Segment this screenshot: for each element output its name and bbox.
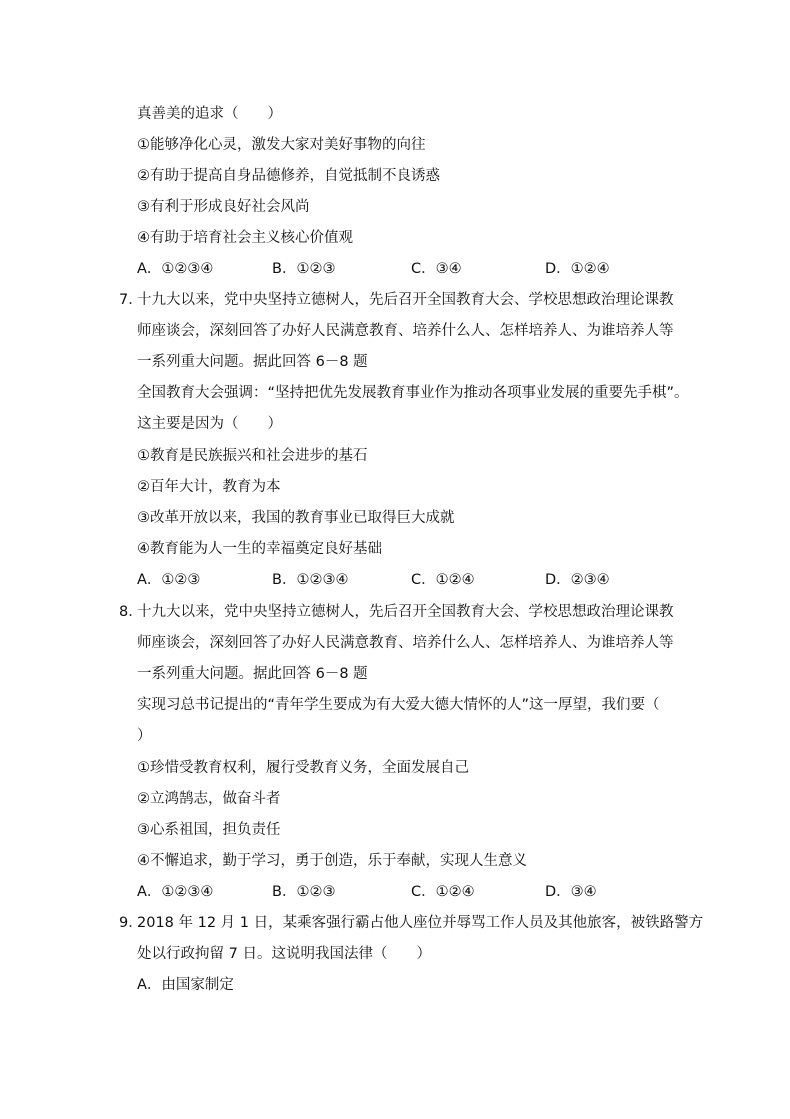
option-d: D．①②④ <box>545 261 610 277</box>
question-stem-line: 实现习总书记提出的“青年学生要成为有大爱大德大情怀的人”这一厚望，我们要（ <box>137 697 660 713</box>
question-stem-line: 处以行政拘留 7 日。这说明我国法律（ ） <box>137 946 431 962</box>
statement-4: ④不懈追求，勤于学习，勇于创造，乐于奉献，实现人生意义 <box>137 853 527 869</box>
statement-1: ①珍惜受教育权利，履行受教育义务，全面发展自己 <box>137 760 469 776</box>
option-d: D．③④ <box>545 884 597 900</box>
option-d: D．②③④ <box>545 572 610 588</box>
option-a: A．①②③④ <box>137 261 214 277</box>
statement-2: ②有助于提高自身品德修养，自觉抵制不良诱惑 <box>137 168 440 184</box>
question-stem-line: ） <box>137 728 152 744</box>
statement-3: ③改革开放以来，我国的教育事业已取得巨大成就 <box>137 510 455 526</box>
option-a: A．①②③ <box>137 572 201 588</box>
question-context-line: 十九大以来，党中央坚持立德树人，先后召开全国教育大会、学校思想政治理论课教 <box>137 292 674 308</box>
option-b: B．①②③ <box>272 261 336 277</box>
question-stem-line: 全国教育大会强调：“坚持把优先发展教育事业作为推动各项事业发展的重要先手棋”。 <box>137 385 689 401</box>
statement-1: ①能够净化心灵，激发大家对美好事物的向往 <box>137 137 426 153</box>
statement-1: ①教育是民族振兴和社会进步的基石 <box>137 448 368 464</box>
question-context-line: 十九大以来，党中央坚持立德树人，先后召开全国教育大会、学校思想政治理论课教 <box>137 604 674 620</box>
question-number: 7． <box>119 292 143 308</box>
option-b: B．①②③ <box>272 884 336 900</box>
option-c: C．①②④ <box>411 572 475 588</box>
statement-3: ③心系祖国，担负责任 <box>137 822 281 838</box>
statement-4: ④有助于培育社会主义核心价值观 <box>137 230 353 246</box>
option-a: A．由国家制定 <box>137 977 234 993</box>
question-context-line: 一系列重大问题。据此回答 6－8 题 <box>137 666 368 682</box>
question-number: 8． <box>119 604 143 620</box>
question-context-line: 一系列重大问题。据此回答 6－8 题 <box>137 354 368 370</box>
statement-2: ②立鸿鹄志，做奋斗者 <box>137 791 281 807</box>
statement-4: ④教育能为人一生的幸福奠定良好基础 <box>137 541 382 557</box>
statement-2: ②百年大计，教育为本 <box>137 479 281 495</box>
option-a: A．①②③④ <box>137 884 214 900</box>
question-stem-line: 2018 年 12 月 1 日，某乘客强行霸占他人座位并辱骂工作人员及其他旅客，被铁路警方 <box>137 915 704 931</box>
option-c: C．③④ <box>411 261 462 277</box>
question-stem-line: 这主要是因为（ ） <box>137 416 282 432</box>
statement-3: ③有利于形成良好社会风尚 <box>137 199 310 215</box>
option-c: C．①②④ <box>411 884 475 900</box>
question-context-line: 师座谈会，深刻回答了办好人民满意教育、培养什么人、怎样培养人、为谁培养人等 <box>137 323 674 339</box>
option-b: B．①②③④ <box>272 572 349 588</box>
question-context-line: 师座谈会，深刻回答了办好人民满意教育、培养什么人、怎样培养人、为谁培养人等 <box>137 635 674 651</box>
question-stem-tail: 真善美的追求（ ） <box>137 106 282 122</box>
question-number: 9． <box>119 915 143 931</box>
